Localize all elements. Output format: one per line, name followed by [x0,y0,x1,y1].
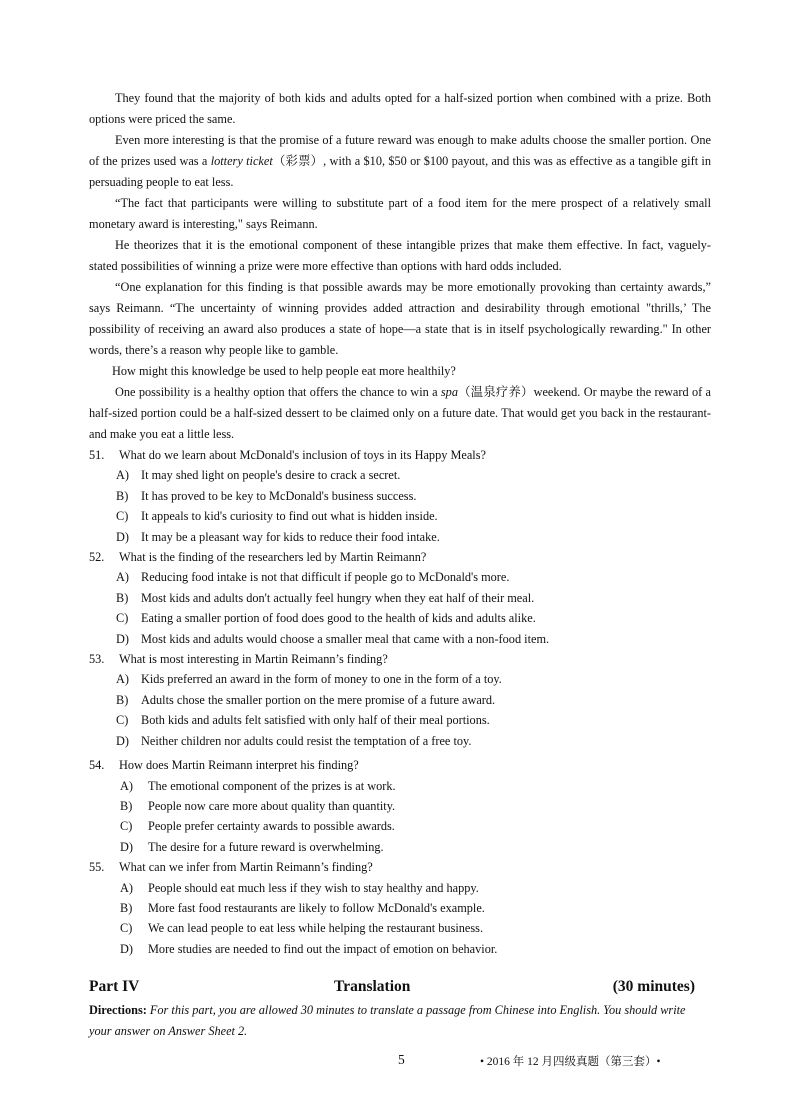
option-text: Kids preferred an award in the form of money to one in the form of a toy. [141,672,502,687]
option-text: It may be a pleasant way for kids to reduce their food intake. [141,529,440,544]
passage-paragraph-1 [89,88,711,130]
option-label: B) [120,798,133,813]
option-text: Most kids and adults don't actually feel hungry when they eat half of their meal. [141,590,535,605]
italic-term: spa [440,385,458,399]
question-text: How does Martin Reimann interpret his finding? [119,758,359,773]
option-b [89,588,711,608]
option-c [89,918,711,938]
question-stem [89,547,711,567]
option-text: The emotional component of the prizes is at work. [148,778,396,793]
option-label: B) [116,692,129,707]
option-d [89,527,711,547]
option-d [89,939,711,959]
option-label: B) [120,900,133,915]
question-number: 53. [89,652,105,667]
question-number: 54. [89,758,105,773]
option-b [89,486,711,506]
option-text: We can lead people to eat less while helping the restaurant business. [148,921,484,936]
passage-paragraph-7 [89,382,711,445]
option-label: C) [116,509,129,524]
option-b [89,898,711,918]
paragraph-text: Even more interesting is that the promise of a future reward was enough to make adults choose the smaller portion. One of the prizes used was a [89,133,711,168]
option-text: People should eat much less if they wish to stay healthy and happy. [148,880,479,895]
option-c [89,608,711,628]
option-c [89,506,711,526]
option-text: People prefer certainty awards to possible awards. [148,819,395,834]
question-number: 52. [89,550,105,565]
question-52 [89,547,711,649]
paragraph-text: “The fact that participants were willing to substitute part of a food item for the mere prospect of a relatively small monetary award is interesting," says Reimann. [89,196,711,231]
option-b [89,690,711,710]
passage-paragraph-4 [89,235,711,277]
option-label: A) [116,570,129,585]
question-stem [89,755,711,775]
passage-paragraph-3 [89,193,711,235]
option-c [89,710,711,730]
option-label: D) [120,941,133,956]
question-stem [89,857,711,877]
option-a [89,669,711,689]
question-list [89,445,711,959]
question-number: 55. [89,860,105,875]
option-text: It appeals to kid's curiosity to find out what is hidden inside. [141,509,438,524]
question-text: What is most interesting in Martin Reimann’s finding? [119,652,388,667]
option-text: It may shed light on people's desire to crack a secret. [141,468,401,483]
option-a [89,465,711,485]
passage-paragraph-2 [89,130,711,193]
option-text: More studies are needed to find out the impact of emotion on behavior. [148,941,498,956]
directions-text: For this part, you are allowed 30 minutes to translate a passage from Chinese into English. You should write your answer on Answer Sheet 2. [89,1003,686,1038]
option-text: Most kids and adults would choose a smaller meal that came with a non-food item. [141,631,550,646]
option-d [89,629,711,649]
question-stem [89,445,711,465]
option-d [89,837,711,857]
paragraph-text: （温泉疗养）weekend. Or maybe the reward of a half-sized portion could be a half-sized dessert to be claimed only on a future date. That would get you back in the restaurant-and make you eat a little less. [89,385,711,441]
question-54 [89,755,711,857]
option-label: D) [116,631,129,646]
paragraph-text: How might this knowledge be used to help people eat more healthily? [112,364,456,378]
passage-paragraph-5 [89,277,711,361]
part-time-limit: (30 minutes) [612,978,695,995]
option-text: It has proved to be key to McDonald's business success. [141,488,417,503]
option-label: D) [120,839,133,854]
question-text: What can we infer from Martin Reimann’s finding? [119,860,373,875]
part-title: Translation [334,978,411,995]
option-text: The desire for a future reward is overwhelming. [148,839,384,854]
exam-label: • 2016 年 12 月四级真题（第三套）• [480,1056,661,1068]
option-a [89,567,711,587]
option-label: A) [116,468,129,483]
option-label: C) [120,921,133,936]
paragraph-text: He theorizes that it is the emotional component of these intangible prizes that make them effective. In fact, vaguely-stated possibilities of winning a prize were more effective than options with hard odds included. [89,238,711,273]
option-label: B) [116,488,129,503]
option-label: B) [116,590,129,605]
option-label: C) [116,611,129,626]
paragraph-text: They found that the majority of both kids and adults opted for a half-sized portion when combined with a prize. Both options were priced the same. [89,91,711,126]
paragraph-text: “One explanation for this finding is that possible awards may be more emotionally provoking than certainty awards,” says Reimann. “The uncertainty of winning provides added attraction and desirability through emotional "thrills,’ The possibility of receiving an award also produces a state of hope—a state that is in itself psychologically rewarding." In other words, there’s a reason why people like to gamble. [89,280,711,357]
option-c [89,816,711,836]
part-header [89,978,711,1000]
italic-term: lottery ticket [210,154,273,168]
option-text: Eating a smaller portion of food does good to the health of kids and adults alike. [141,611,536,626]
option-label: A) [120,880,133,895]
question-text: What do we learn about McDonald's inclusion of toys in its Happy Meals? [119,448,486,462]
part-number: Part IV [89,978,140,995]
question-text: What is the finding of the researchers led by Martin Reimann? [119,550,427,565]
option-text: More fast food restaurants are likely to follow McDonald's example. [148,900,485,915]
option-label: C) [116,713,129,728]
question-55 [89,857,711,959]
option-label: A) [116,672,129,687]
option-a [89,878,711,898]
question-stem [89,649,711,669]
option-text: Reducing food intake is not that difficult if people go to McDonald's more. [141,570,510,585]
option-d [89,731,711,751]
question-51 [89,445,711,547]
option-text: Neither children nor adults could resist the temptation of a free toy. [141,733,472,748]
option-label: C) [120,819,133,834]
reading-passage [89,88,711,445]
question-number: 51. [89,448,105,462]
directions [89,1000,711,1042]
question-53 [89,649,711,751]
option-text: People now care more about quality than quantity. [148,798,396,813]
directions-label: Directions: [89,1003,147,1017]
option-label: A) [120,778,133,793]
option-label: D) [116,733,129,748]
page-number: 5 [398,1052,405,1067]
option-text: Both kids and adults felt satisfied with only half of their meal portions. [141,713,490,728]
paragraph-text: （彩票）, with a $10, $50 or $100 payout, and this was as effective as a tangible gift in persuading people to eat less. [89,154,711,189]
passage-paragraph-6 [89,361,711,382]
paragraph-text: One possibility is a healthy option that offers the chance to win a [115,385,441,399]
option-label: D) [116,529,129,544]
option-text: Adults chose the smaller portion on the mere promise of a future award. [141,692,496,707]
option-a [89,776,711,796]
option-b [89,796,711,816]
